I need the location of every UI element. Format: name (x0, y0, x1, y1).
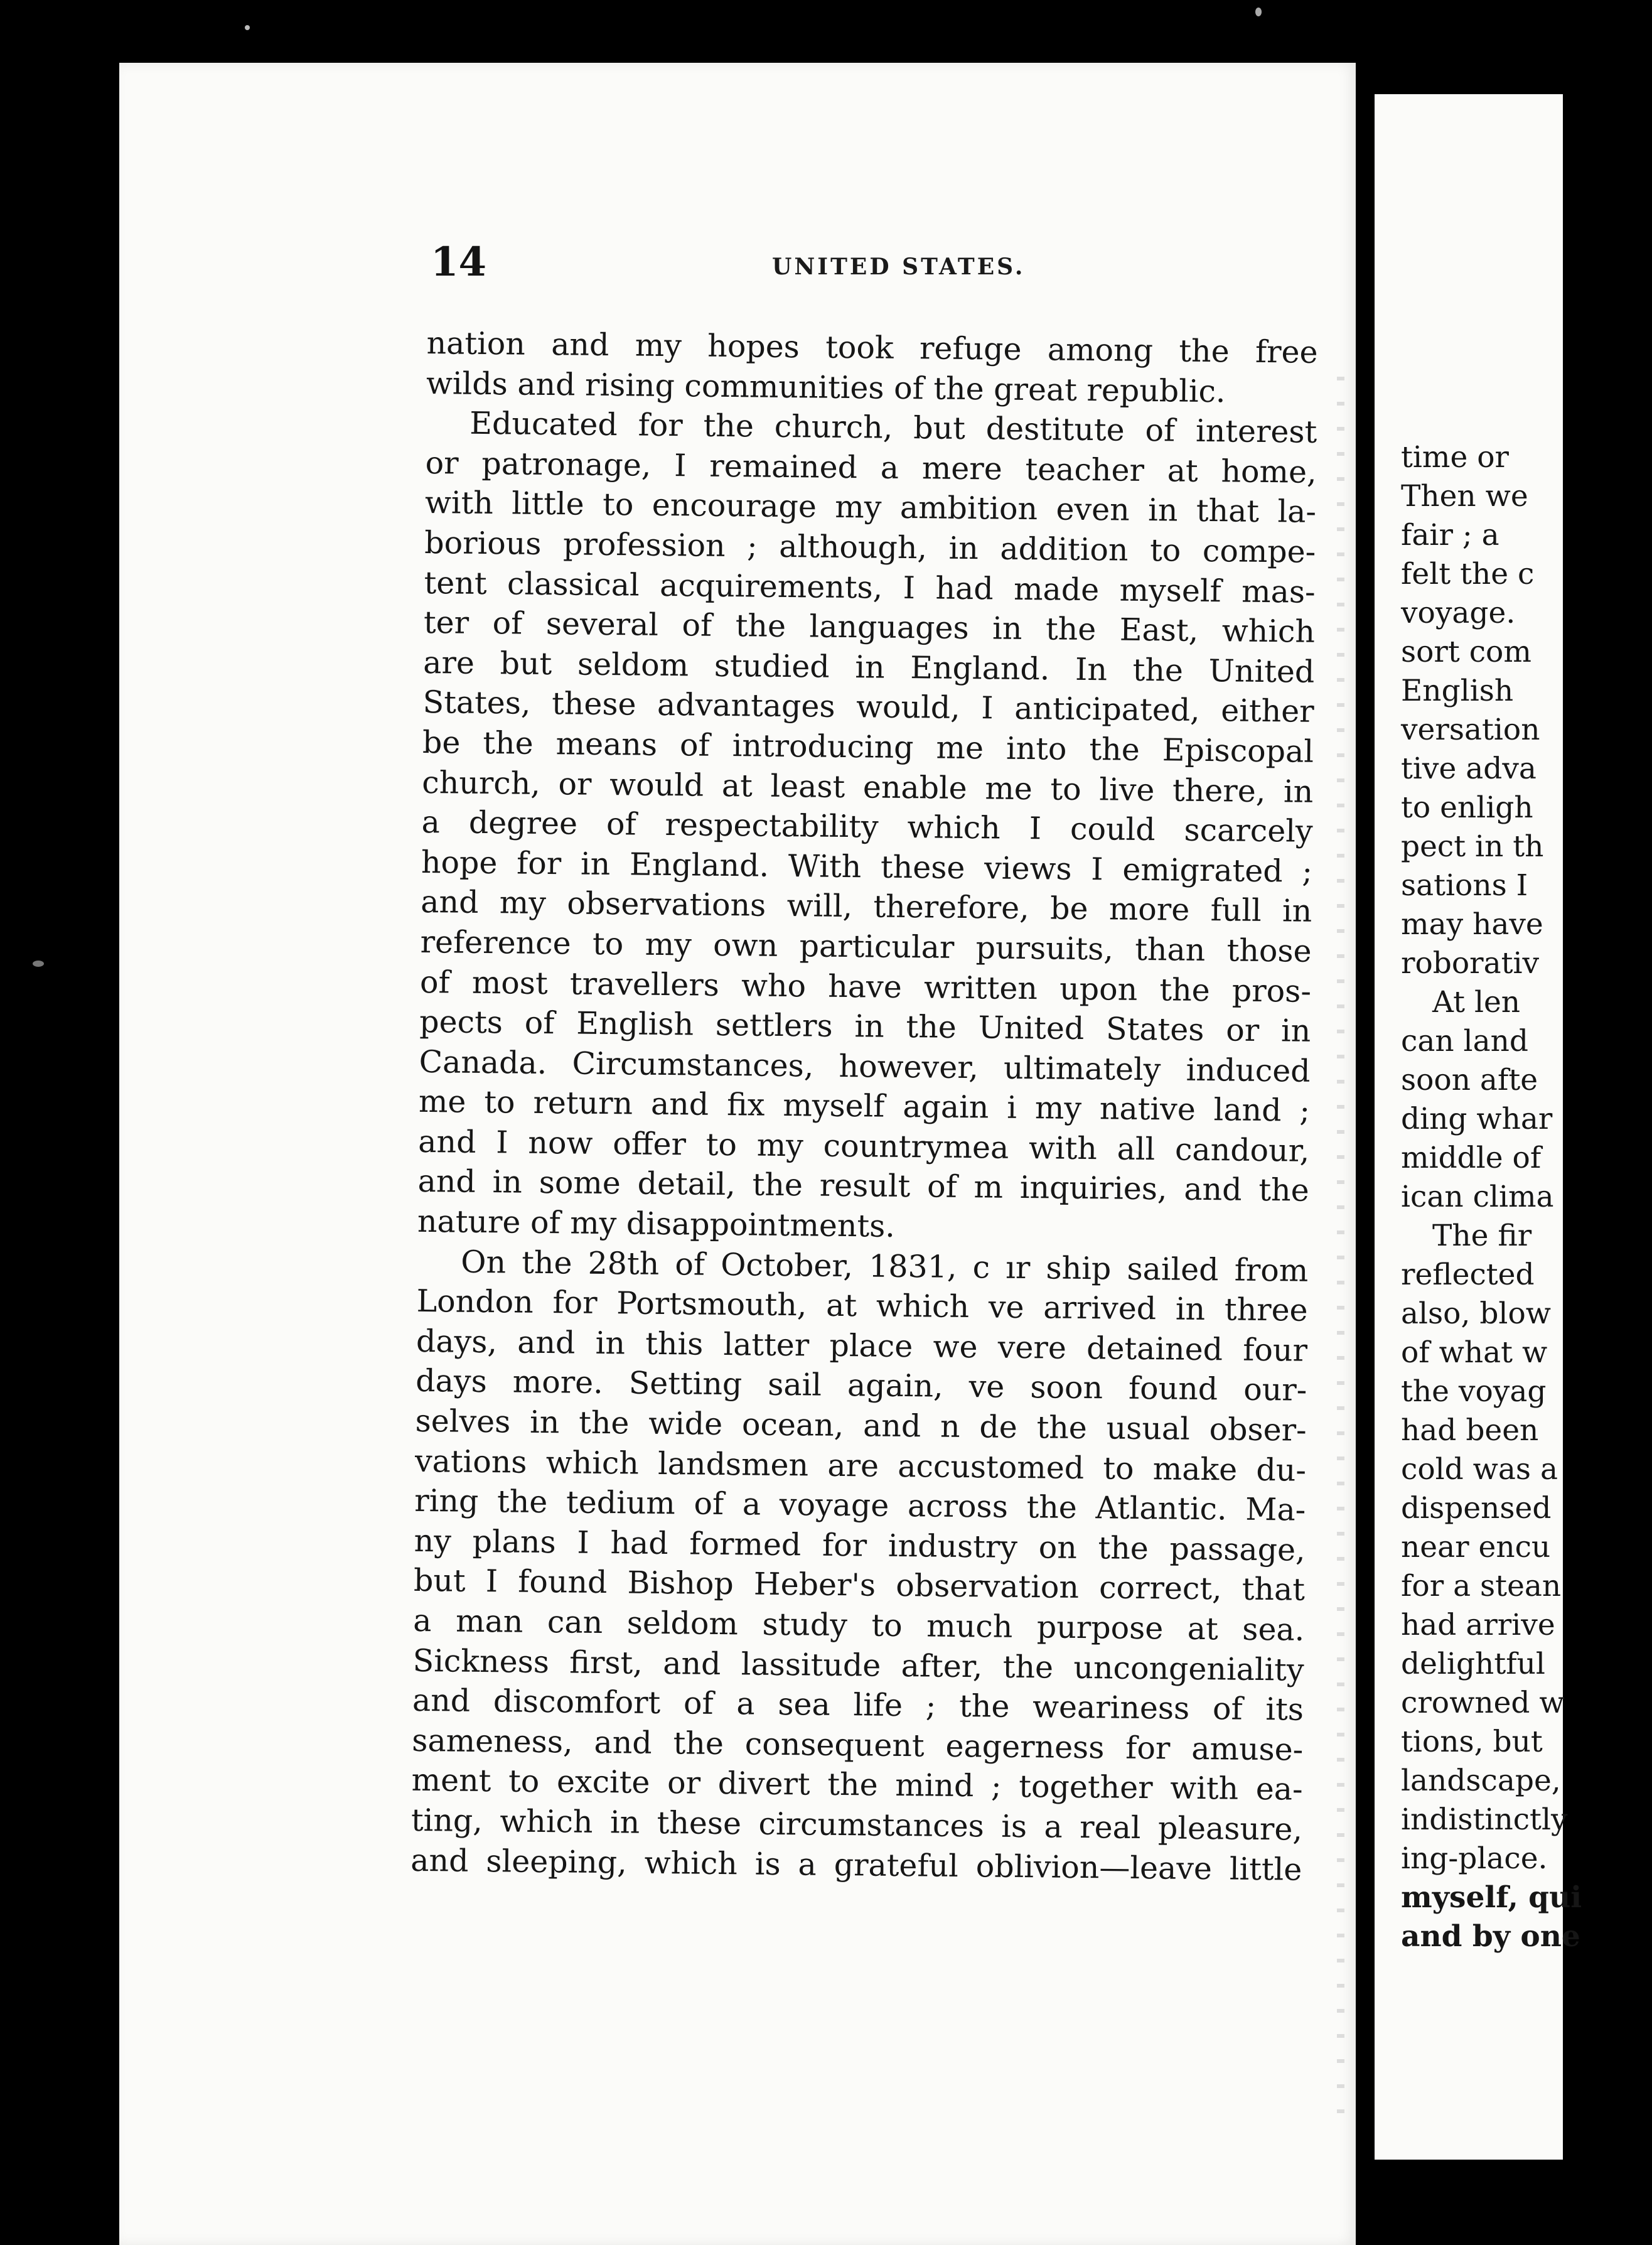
right-text-line: versation (1401, 713, 1540, 747)
text-line: States, these advantages would, I anticipated, either (422, 684, 1314, 730)
right-text-line: myself, qui (1401, 1880, 1582, 1915)
right-text-line: sort com (1401, 635, 1531, 669)
running-title: UNITED STATES. (772, 254, 1026, 280)
text-line: of most travellers who have written upon the pros- (419, 964, 1312, 1009)
text-line: London for Portsmouth, at which ve arrived in three (416, 1283, 1308, 1329)
text-line: ting, which in these circumstances is a real pleasure, (410, 1802, 1303, 1848)
text-line: ter of several of the languages in the East, which (423, 605, 1316, 650)
text-line: sameness, and the consequent eagerness for amuse- (412, 1722, 1304, 1768)
text-line: and my observations will, therefore, be more full in (421, 884, 1312, 930)
text-line: hope for in England. With these views I emigrated ; (421, 844, 1313, 890)
text-line: ny plans I had formed for industry on the passage, (414, 1522, 1306, 1568)
main-body-text (410, 323, 1318, 1890)
text-line: and sleeping, which is a grateful oblivion—leave little (410, 1842, 1302, 1888)
text-line: and in some detail, the result of m inquiries, and the (417, 1163, 1309, 1209)
right-text-line: ican clima (1401, 1180, 1554, 1214)
text-line: pects of English settlers in the United States or in (419, 1004, 1311, 1049)
right-text-line: sations I (1401, 868, 1528, 903)
text-line: selves in the wide ocean, and n de the usual obser- (415, 1402, 1307, 1448)
text-line: ment to excite or divert the mind ; together with ea- (411, 1762, 1303, 1808)
page-gutter (1337, 377, 1344, 2135)
text-line: On the 28th of October, 1831, c ır ship sailed from (461, 1244, 1309, 1289)
text-line: Sickness first, and lassitude after, the uncongeniality (412, 1642, 1304, 1688)
right-text-line: near encu (1401, 1530, 1551, 1564)
text-line: tent classical acquirements, I had made myself mas- (424, 564, 1316, 610)
text-line: be the means of introducing me into the Episcopal (422, 724, 1314, 770)
right-text-line: At len (1432, 985, 1521, 1020)
text-line: a man can seldom study to much purpose at sea. (413, 1602, 1305, 1648)
right-text-line: dispensed (1401, 1491, 1552, 1526)
text-line: with little to encourage my ambition even in that la- (424, 485, 1317, 530)
right-text-line: middle of (1401, 1141, 1542, 1175)
text-line: reference to my own particular pursuits, than those (420, 923, 1312, 969)
right-text-line: indistinctly (1401, 1802, 1568, 1837)
right-text-line: English (1401, 674, 1514, 708)
text-line: nature of my disappointments. (417, 1203, 896, 1244)
right-text-line: tions, but (1401, 1725, 1543, 1759)
text-line: a degree of respectability which I could scarcely (421, 804, 1313, 849)
right-text-line: cold was a (1401, 1452, 1558, 1487)
right-text-line: reflected (1401, 1257, 1535, 1292)
right-text-line: had arrive (1401, 1608, 1555, 1642)
right-text-line: roborativ (1401, 946, 1540, 981)
running-head (431, 239, 1255, 301)
right-text-line: felt the c (1401, 557, 1535, 591)
right-text-line: The fir (1432, 1219, 1532, 1253)
right-text-line: tive adva (1401, 751, 1537, 786)
right-text-line: time or (1401, 440, 1510, 475)
dust-speck (1255, 8, 1262, 16)
right-text-line: and by one (1401, 1919, 1580, 1954)
right-text-line: pect in th (1401, 829, 1544, 864)
right-text-line: for a stean (1401, 1569, 1562, 1603)
text-line: nation and my hopes took refuge among the free (426, 325, 1318, 370)
text-line: days more. Setting sail again, ve soon found our- (416, 1363, 1307, 1409)
right-text-line: to enligh (1401, 790, 1533, 825)
text-line: and I now offer to my countrymea with all candour, (418, 1123, 1310, 1169)
text-line: and discomfort of a sea life ; the weariness of its (412, 1682, 1304, 1728)
right-page-text (1401, 438, 1652, 1956)
dust-speck (245, 25, 250, 30)
right-text-line: ding whar (1401, 1102, 1553, 1136)
text-line: but I found Bishop Heber's observation correct, that (413, 1563, 1306, 1608)
right-text-line: can land (1401, 1024, 1528, 1058)
book-page-right (1375, 94, 1582, 2160)
dust-speck (33, 961, 44, 967)
right-text-line: fair ; a (1401, 518, 1499, 552)
text-line: ring the tedium of a voyage across the Atlantic. Ma- (414, 1483, 1306, 1528)
right-text-line: delightful (1401, 1647, 1545, 1681)
right-text-line: had been (1401, 1413, 1539, 1448)
right-text-line: soon afte (1401, 1063, 1538, 1097)
text-line: Educated for the church, but destitute of interest (469, 405, 1317, 451)
text-line: church, or would at least enable me to live there, in (422, 764, 1314, 810)
right-text-line: landscape, (1401, 1763, 1561, 1798)
right-text-line: may have (1401, 907, 1543, 942)
text-line: Canada. Circumstances, however, ultimately induced (419, 1043, 1311, 1089)
text-line: are but seldom studied in England. In the United (423, 644, 1315, 690)
right-text-line: Then we (1401, 479, 1528, 514)
text-line: borious profession ; although, in addition to compe- (424, 524, 1316, 570)
right-text-line: ing-place. (1401, 1841, 1548, 1876)
page-number: 14 (431, 239, 487, 286)
right-text-line: the voyag (1401, 1374, 1547, 1409)
text-line: vations which landsmen are accustomed to make du- (414, 1443, 1307, 1489)
right-text-line: voyage. (1401, 596, 1516, 630)
right-text-line: also, blow (1401, 1296, 1551, 1331)
text-line: days, and in this latter place we vere detained four (416, 1323, 1308, 1369)
text-line: me to return and fix myself again i my native land ; (418, 1084, 1311, 1129)
text-line: or patronage, I remained a mere teacher at home, (425, 444, 1317, 490)
right-text-line: crowned w (1401, 1686, 1565, 1720)
text-line: wilds and rising communities of the great republic. (426, 365, 1226, 409)
right-text-line: of what w (1401, 1335, 1548, 1370)
